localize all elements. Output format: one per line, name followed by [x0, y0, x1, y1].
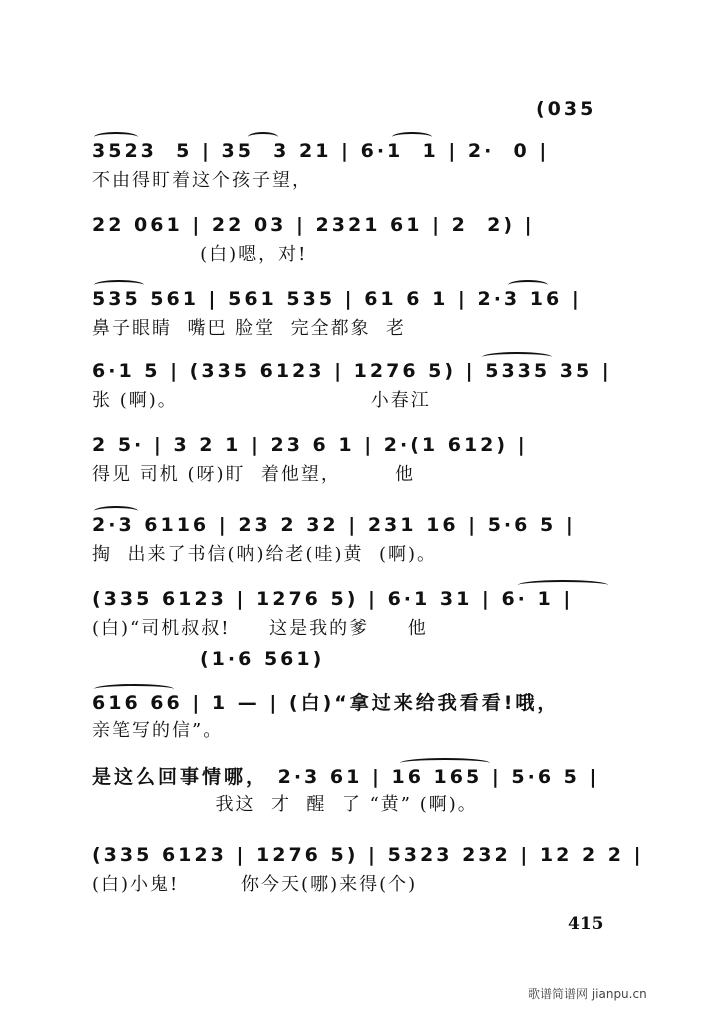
notation-row-2: 22 061 | 22 03 | 2321 61 | 2 2) |: [92, 214, 535, 236]
slur-mark: [482, 352, 552, 362]
slur-mark: [392, 132, 432, 142]
lyrics-row-7: (白)“司机叔叔! 这是我的爹 他: [92, 618, 428, 639]
lyrics-row-4: 张 (啊)。 小春江: [92, 390, 431, 411]
notation-row-3: 535 561 | 561 535 | 61 6 1 | 2·3 16 |: [92, 288, 582, 310]
lyrics-row-6: 掏 出来了书信(呐)给老(哇)黄 (啊)。: [92, 544, 438, 565]
intro-notes: (035: [536, 98, 597, 120]
notation-row-5: 2 5· | 3 2 1 | 23 6 1 | 2·(1 612) |: [92, 434, 528, 456]
slur-mark: [94, 506, 138, 516]
slur-mark: [518, 580, 608, 590]
slur-mark: [400, 758, 490, 768]
slur-mark: [248, 132, 278, 142]
notation-row-6: 2·3 6116 | 23 2 32 | 231 16 | 5·6 5 |: [92, 514, 576, 536]
watermark: 歌谱简谱网 jianpu.cn: [528, 987, 647, 1001]
notation-row-7: (335 6123 | 1276 5) | 6·1 31 | 6· 1 |: [92, 588, 574, 610]
notation-row-11: (335 6123 | 1276 5) | 5323 232 | 12 2 2 |: [92, 844, 644, 866]
notation-row-4: 6·1 5 | (335 6123 | 1276 5) | 5335 35 |: [92, 360, 612, 382]
notation-row-10: 是这么回事情哪， 2·3 61 | 16 165 | 5·6 5 |: [92, 766, 600, 788]
lyrics-row-3: 鼻子眼睛 嘴巴 脸堂 完全都象 老: [92, 318, 407, 339]
notation-row-9: 616 66 | 1 — | (白)“拿过来给我看看!哦，: [92, 692, 560, 714]
slur-mark: [94, 684, 174, 694]
lyrics-row-5: 得见 司机 (呀)盯 着他望， 他: [92, 464, 415, 485]
lyrics-row-10: 我这 才 醒 了 “黄” (啊)。: [92, 794, 478, 815]
slur-mark: [508, 280, 548, 290]
slur-mark: [94, 280, 144, 290]
lyrics-row-9: 亲笔写的信”。: [92, 720, 224, 741]
lyrics-row-2: (白)嗯，对!: [92, 244, 308, 265]
notation-row-1: 3523 5 | 35 3 21 | 6·1 1 | 2· 0 |: [92, 140, 550, 162]
page-number: 415: [568, 914, 604, 934]
lyrics-row-11: (白)小鬼! 你今天(哪)来得(个): [92, 874, 418, 895]
lyrics-row-1: 不由得盯着这个孩子望，: [92, 170, 312, 191]
notation-row-8: (1·6 561): [200, 648, 325, 670]
slur-mark: [94, 132, 138, 142]
